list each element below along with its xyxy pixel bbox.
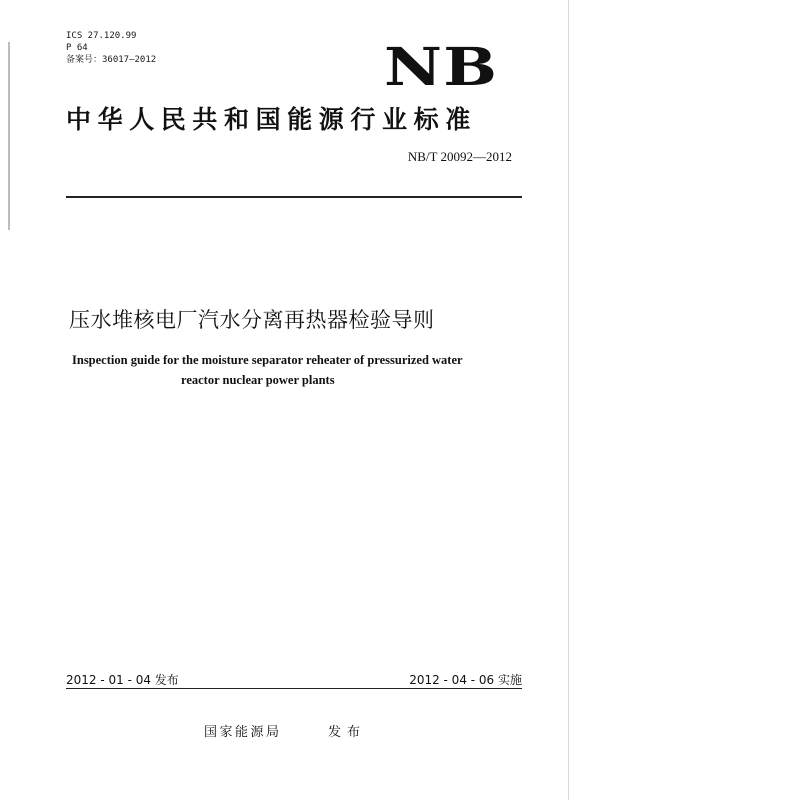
document-title-chinese: 压水堆核电厂汽水分离再热器检验导则 — [69, 308, 435, 332]
header-divider — [66, 196, 522, 198]
implementation-date: 2012 - 04 - 06 实施 — [409, 673, 522, 687]
document-title-english-line2: reactor nuclear power plants — [181, 373, 335, 387]
filing-number: 备案号：36017—2012 — [66, 55, 157, 65]
scan-artifact-line — [8, 42, 10, 230]
page-edge-line — [568, 0, 569, 800]
industry-standard-heading: 中华人民共和国能源行业标准 — [66, 105, 477, 134]
publisher-name: 国家能源局 — [204, 725, 282, 740]
nb-logo: NB — [384, 37, 499, 98]
footer-divider — [66, 688, 522, 689]
issue-date: 2012 - 01 - 04 发布 — [66, 673, 179, 687]
standard-number: NB/T 20092—2012 — [407, 149, 512, 164]
publish-label: 发布 — [328, 725, 367, 740]
p-code: P 64 — [66, 43, 88, 53]
document-title-english-line1: Inspection guide for the moisture separator reheater of pressurized water — [72, 353, 463, 367]
ics-code: ICS 27.120.99 — [66, 31, 137, 41]
